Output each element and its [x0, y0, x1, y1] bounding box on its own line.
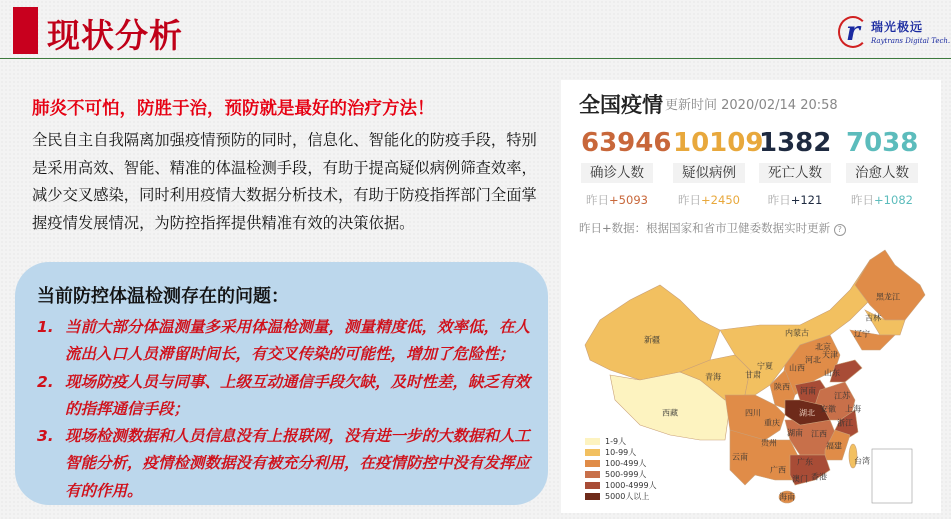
province-label: 山东 — [824, 368, 840, 378]
legend-label: 100-499人 — [605, 459, 647, 468]
province-label: 安徽 — [820, 404, 836, 414]
yesterday-prefix: 昨日 — [767, 193, 791, 207]
item-text: 现场检测数据和人员信息没有上报联网，没有进一步的大数据和人工智能分析，疫情检测数据没有被充分利用，在疫情防控中没有发挥应有的作用。 — [65, 427, 531, 500]
item-number: 3. — [37, 427, 54, 446]
update-time: 更新时间 2020/02/14 20:58 — [665, 98, 838, 113]
province-label: 香港 — [811, 472, 827, 482]
legend-swatch — [585, 471, 600, 478]
province-label: 西藏 — [662, 408, 678, 418]
legend-swatch — [585, 493, 600, 500]
province-label: 贵州 — [761, 438, 777, 448]
legend-swatch — [585, 482, 600, 489]
province-label: 台湾 — [854, 456, 870, 466]
legend-item — [585, 469, 646, 480]
stat-label: 治愈人数 — [846, 163, 918, 183]
yesterday-value: +121 — [790, 193, 823, 207]
province-label: 福建 — [826, 441, 842, 451]
province-label: 浙江 — [837, 418, 853, 428]
yesterday-prefix: 昨日 — [851, 193, 875, 207]
province-label: 新疆 — [644, 335, 660, 345]
legend-label: 1000-4999人 — [605, 481, 657, 490]
legend-item — [585, 458, 646, 469]
province-label: 云南 — [732, 452, 748, 462]
province-label: 上海 — [845, 404, 861, 414]
logo-mark: r — [838, 16, 868, 48]
province-label: 北京 — [815, 342, 831, 352]
item-text: 当前大部分体温测量多采用体温枪测量，测量精度低，效率低，在人流出入口人员滞留时间长，有交叉传染的可能性，增加了危险性； — [65, 318, 531, 364]
legend-item — [585, 436, 626, 447]
province-label: 辽宁 — [854, 329, 870, 339]
province-label: 海南 — [779, 492, 795, 502]
panel-title: 全国疫情 — [579, 93, 663, 117]
legend-swatch — [585, 460, 600, 467]
legend-label: 10-99人 — [605, 448, 637, 457]
province-label: 江苏 — [834, 391, 850, 401]
province-label: 澳门 — [792, 474, 808, 484]
province-label: 广西 — [770, 465, 786, 475]
logo-name-en: Raytrans Digital Tech. — [871, 37, 951, 45]
province-label: 江西 — [811, 429, 827, 439]
province-label: 天津 — [822, 350, 838, 360]
intro-paragraph: 全民自主自我隔离加强疫情预防的同时，信息化、智能化的防疫手段，特别是采用高效、智能、精准的体温检测手段，有助于提高疑似病例筛查效率，减少交叉感染，同时利用疫情大数据分析技术，有助于防疫指挥部门全面掌握疫情发展情况，为防控指挥提供精准有效的决策依据。 — [32, 131, 537, 232]
yesterday-value: +2450 — [701, 193, 740, 207]
legend-swatch — [585, 438, 600, 445]
stat-label: 疑似病例 — [673, 163, 745, 183]
problems-title: 当前防控体温检测存在的问题： — [37, 286, 289, 307]
province-label: 湖南 — [787, 428, 803, 438]
province-label: 河北 — [805, 355, 821, 365]
province-label: 河南 — [800, 386, 816, 396]
legend-item — [585, 491, 649, 502]
south-sea-inset — [872, 449, 912, 503]
province-label: 内蒙古 — [785, 328, 809, 338]
province-label: 四川 — [745, 408, 761, 418]
stat-value: 63946 — [581, 128, 672, 158]
yesterday-prefix: 昨日 — [678, 193, 702, 207]
stat-label: 确诊人数 — [581, 163, 653, 183]
stat-value: 10109 — [673, 128, 764, 158]
stat-value: 1382 — [759, 128, 832, 158]
province-label: 陕西 — [774, 382, 790, 392]
slogan: 肺炎不可怕，防胜于治，预防就是最好的治疗方法！ — [32, 99, 435, 119]
yesterday-prefix: 昨日 — [586, 193, 610, 207]
note-text: 昨日+数据：根据国家和省市卫健委数据实时更新 — [579, 221, 831, 235]
legend-label: 1-9人 — [605, 437, 627, 446]
province-label: 宁夏 — [757, 361, 773, 371]
item-number: 1. — [37, 318, 54, 336]
province-label: 吉林 — [865, 313, 881, 323]
province-label: 湖北 — [799, 408, 815, 418]
legend-swatch — [585, 449, 600, 456]
yesterday-value: +1082 — [874, 193, 913, 207]
legend-item — [585, 447, 636, 458]
province-label: 重庆 — [764, 418, 780, 428]
stat-label: 死亡人数 — [759, 163, 831, 183]
item-number: 2. — [37, 372, 54, 391]
legend-label: 500-999人 — [605, 470, 647, 479]
legend-label: 5000人以上 — [605, 492, 650, 501]
legend-item — [585, 480, 657, 491]
province-label: 黑龙江 — [876, 292, 900, 302]
page-title: 现状分析 — [47, 16, 183, 55]
item-text: 现场防疫人员与同事、上级互动通信手段欠缺，及时性差，缺乏有效的指挥通信手段； — [65, 372, 531, 418]
logo-name-cn: 瑞光极远 — [871, 20, 924, 34]
question-circle-icon[interactable]: ? — [834, 224, 846, 236]
province-label: 青海 — [705, 372, 721, 382]
stat-value: 7038 — [846, 128, 919, 158]
province-label: 山西 — [789, 363, 805, 373]
region-heilongjiang — [855, 250, 925, 320]
province-label: 广东 — [797, 457, 813, 467]
province-label: 甘肃 — [745, 370, 761, 380]
yesterday-value: +5093 — [609, 193, 648, 207]
